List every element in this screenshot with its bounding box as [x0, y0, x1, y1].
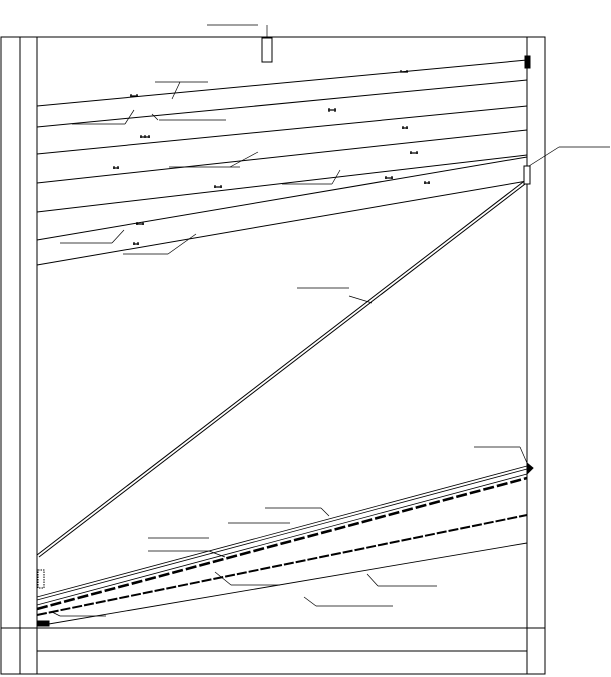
line-19	[37, 60, 527, 106]
left-marker-box	[38, 570, 44, 588]
line-15	[37, 155, 527, 212]
right-top-marker	[525, 56, 530, 68]
top-marker-box	[262, 38, 272, 62]
line-17	[37, 106, 527, 154]
line-14	[37, 157, 527, 240]
upper-lines	[37, 60, 529, 557]
inner-line	[37, 515, 527, 615]
right-marker-box	[524, 166, 530, 184]
right-arrow-marker	[527, 463, 533, 474]
lower-band	[37, 466, 527, 626]
annotations	[52, 25, 610, 616]
bottom-line	[37, 543, 527, 626]
heavy-line	[37, 478, 527, 609]
markers	[37, 38, 533, 626]
frame	[1, 37, 545, 674]
line-18	[37, 80, 527, 127]
line-16	[37, 130, 527, 183]
line-13	[37, 181, 527, 265]
long-diagonal-b	[39, 181, 529, 557]
